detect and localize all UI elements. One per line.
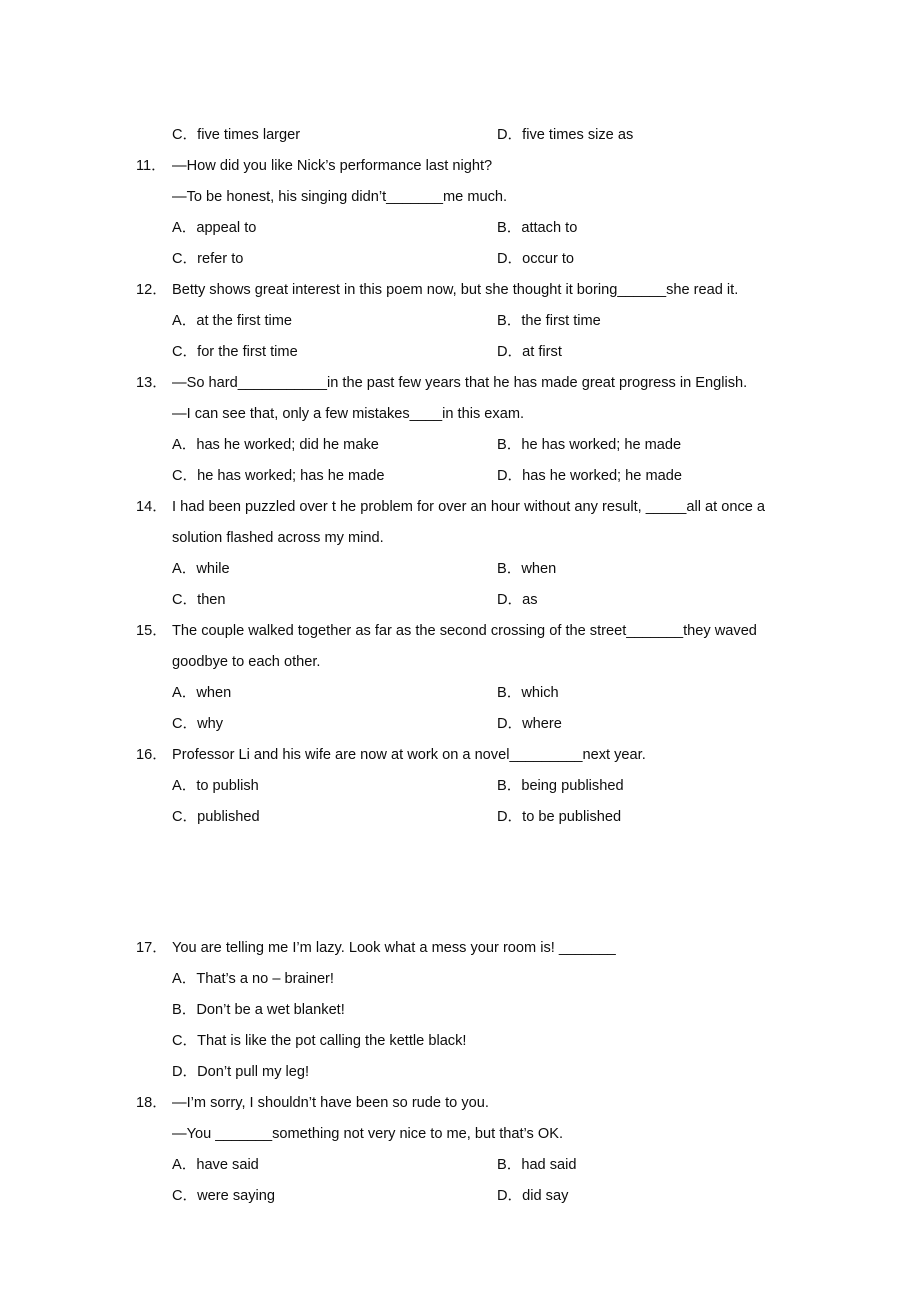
option-text: as	[522, 592, 538, 608]
option-text: did say	[522, 1188, 569, 1204]
option-d[interactable]	[497, 244, 574, 275]
option-d[interactable]	[497, 802, 621, 833]
option-group	[172, 554, 785, 616]
carryover-options-block	[136, 120, 785, 151]
option-letter: D．	[172, 1064, 198, 1080]
option-text: had said	[521, 1157, 577, 1173]
option-letter: A．	[172, 561, 197, 577]
option-c[interactable]	[172, 802, 497, 833]
option-row	[172, 1150, 785, 1181]
question-stem	[136, 368, 785, 399]
option-letter: B．	[497, 778, 522, 794]
option-letter: D．	[497, 716, 523, 732]
option-row	[172, 1057, 785, 1088]
question-text-line: I had been puzzled over t he problem for over an hour without any result, _____all at once a solution flashed across my mind.	[172, 499, 766, 546]
option-b[interactable]	[497, 213, 577, 244]
question-number: 15．	[136, 623, 167, 639]
option-group	[172, 678, 785, 740]
question-12	[136, 275, 785, 368]
option-letter: B．	[497, 220, 522, 236]
option-a[interactable]	[172, 678, 497, 709]
option-a[interactable]	[172, 213, 497, 244]
option-letter: A．	[172, 437, 197, 453]
option-text: refer to	[197, 251, 244, 267]
question-text-line: —You _______something not very nice to me, but that’s OK.	[172, 1126, 564, 1142]
question-15	[136, 616, 785, 740]
option-group	[172, 964, 785, 1088]
question-14	[136, 492, 785, 616]
option-letter: D．	[497, 251, 523, 267]
option-row	[172, 585, 785, 616]
option-row	[172, 678, 785, 709]
option-letter: A．	[172, 220, 197, 236]
option-letter: A．	[172, 778, 197, 794]
question-number: 14．	[136, 499, 167, 515]
question-text-line: The couple walked together as far as the second crossing of the street_______they waved goodbye to each other.	[172, 623, 757, 670]
question-stem	[136, 275, 785, 306]
question-number: 17．	[136, 940, 167, 956]
question-text-line: —I’m sorry, I shouldn’t have been so rude to you.	[172, 1095, 489, 1111]
option-text: Don’t be a wet blanket!	[196, 1002, 345, 1018]
question-13	[136, 368, 785, 492]
option-letter: C．	[172, 809, 198, 825]
question-stem	[136, 492, 785, 554]
option-c[interactable]	[172, 337, 497, 368]
option-letter: A．	[172, 685, 197, 701]
option-row	[172, 244, 785, 275]
option-letter: C．	[172, 468, 198, 484]
option-row	[172, 802, 785, 833]
option-b[interactable]	[172, 995, 785, 1026]
option-d[interactable]	[172, 1057, 785, 1088]
option-b[interactable]	[497, 430, 681, 461]
option-group	[172, 306, 785, 368]
question-17	[136, 933, 785, 1088]
option-text: has he worked; did he make	[196, 437, 379, 453]
option-text: to publish	[196, 778, 259, 794]
option-letter: B．	[497, 437, 522, 453]
option-text: when	[196, 685, 232, 701]
question-number: 18．	[136, 1095, 167, 1111]
option-text: at the first time	[196, 313, 293, 329]
option-group	[172, 771, 785, 833]
option-letter: D．	[497, 468, 523, 484]
option-letter: C．	[172, 1188, 198, 1204]
option-text: being published	[521, 778, 624, 794]
question-stem	[136, 933, 785, 964]
option-text: published	[197, 809, 260, 825]
option-group	[172, 213, 785, 275]
option-c[interactable]	[172, 709, 497, 740]
question-stem	[136, 151, 785, 182]
option-row	[172, 461, 785, 492]
option-b[interactable]	[497, 554, 556, 585]
option-row	[172, 1181, 785, 1212]
option-text: then	[197, 592, 226, 608]
option-row	[172, 306, 785, 337]
option-row	[172, 771, 785, 802]
option-row	[172, 554, 785, 585]
option-c[interactable]	[172, 1181, 497, 1212]
option-text: when	[521, 561, 557, 577]
option-group	[172, 120, 785, 151]
question-text-line: —To be honest, his singing didn’t_______me much.	[172, 189, 508, 205]
option-letter: D．	[497, 809, 523, 825]
question-stem	[136, 1088, 785, 1119]
option-letter: B．	[497, 685, 522, 701]
option-letter: D．	[497, 344, 523, 360]
option-row	[172, 213, 785, 244]
option-group	[172, 1150, 785, 1212]
option-text: at first	[522, 344, 562, 360]
option-b[interactable]	[497, 1150, 577, 1181]
question-stem	[136, 740, 785, 771]
option-text: for the first time	[197, 344, 298, 360]
option-text: to be published	[522, 809, 622, 825]
option-row	[172, 337, 785, 368]
option-text: he has worked; has he made	[197, 468, 385, 484]
option-text: occur to	[522, 251, 575, 267]
question-text-line: Betty shows great interest in this poem now, but she thought it boring______she read it.	[172, 282, 739, 298]
option-text: attach to	[521, 220, 578, 236]
option-c[interactable]	[172, 1026, 785, 1057]
option-a[interactable]	[172, 306, 497, 337]
option-letter: A．	[172, 1157, 197, 1173]
option-a[interactable]	[172, 1150, 497, 1181]
question-text-line: Professor Li and his wife are now at work on a novel_________next year.	[172, 747, 646, 763]
option-text: he has worked; he made	[521, 437, 682, 453]
option-a[interactable]	[172, 554, 497, 585]
question-text-line: You are telling me I’m lazy. Look what a mess your room is! _______	[172, 940, 616, 956]
option-text: Don’t pull my leg!	[197, 1064, 310, 1080]
option-row	[172, 430, 785, 461]
option-text: have said	[196, 1157, 259, 1173]
question-number: 13．	[136, 375, 167, 391]
option-a[interactable]	[172, 964, 785, 995]
option-text: five times larger	[197, 127, 301, 143]
option-letter: A．	[172, 971, 197, 987]
question-number: 16．	[136, 747, 167, 763]
question-18	[136, 1088, 785, 1212]
option-letter: D．	[497, 1188, 523, 1204]
option-text: while	[196, 561, 230, 577]
option-row	[172, 995, 785, 1026]
option-letter: C．	[172, 716, 198, 732]
option-letter: B．	[497, 561, 522, 577]
option-text: appeal to	[196, 220, 257, 236]
option-d[interactable]	[497, 337, 562, 368]
option-d[interactable]	[497, 585, 538, 616]
option-text: five times size as	[522, 127, 634, 143]
option-letter: D．	[497, 592, 523, 608]
question-text-line: —So hard___________in the past few years that he has made great progress in English.	[172, 375, 748, 391]
option-text: has he worked; he made	[522, 468, 682, 484]
question-number: 12．	[136, 282, 167, 298]
option-text: That is like the pot calling the kettle black!	[197, 1033, 467, 1049]
option-d[interactable]	[497, 120, 633, 151]
option-b[interactable]	[497, 771, 624, 802]
option-text: which	[521, 685, 559, 701]
option-letter: C．	[172, 344, 198, 360]
option-text: the first time	[521, 313, 601, 329]
option-d[interactable]	[497, 709, 562, 740]
option-text: That’s a no – brainer!	[196, 971, 334, 987]
option-letter: C．	[172, 592, 198, 608]
option-c[interactable]	[172, 244, 497, 275]
question-text-line: —I can see that, only a few mistakes____in this exam.	[172, 406, 525, 422]
option-a[interactable]	[172, 771, 497, 802]
option-c[interactable]	[172, 585, 497, 616]
option-b[interactable]	[497, 678, 559, 709]
option-c[interactable]	[172, 461, 497, 492]
option-letter: C．	[172, 127, 198, 143]
option-letter: B．	[497, 313, 522, 329]
option-c[interactable]	[172, 120, 497, 151]
option-letter: B．	[172, 1002, 197, 1018]
question-16	[136, 740, 785, 833]
question-number: 11．	[136, 158, 166, 174]
option-a[interactable]	[172, 430, 497, 461]
option-row	[172, 120, 785, 151]
question-11	[136, 151, 785, 275]
option-row	[172, 709, 785, 740]
option-b[interactable]	[497, 306, 601, 337]
option-text: where	[522, 716, 562, 732]
option-group	[172, 430, 785, 492]
section-spacer	[136, 833, 785, 933]
option-row	[172, 964, 785, 995]
question-stem	[136, 616, 785, 678]
option-text: why	[197, 716, 224, 732]
option-letter: A．	[172, 313, 197, 329]
option-letter: C．	[172, 1033, 198, 1049]
option-row	[172, 1026, 785, 1057]
option-d[interactable]	[497, 461, 682, 492]
question-text-line: —How did you like Nick’s performance last night?	[172, 158, 493, 174]
option-letter: C．	[172, 251, 198, 267]
option-letter: B．	[497, 1157, 522, 1173]
option-letter: D．	[497, 127, 523, 143]
option-text: were saying	[197, 1188, 276, 1204]
option-d[interactable]	[497, 1181, 568, 1212]
